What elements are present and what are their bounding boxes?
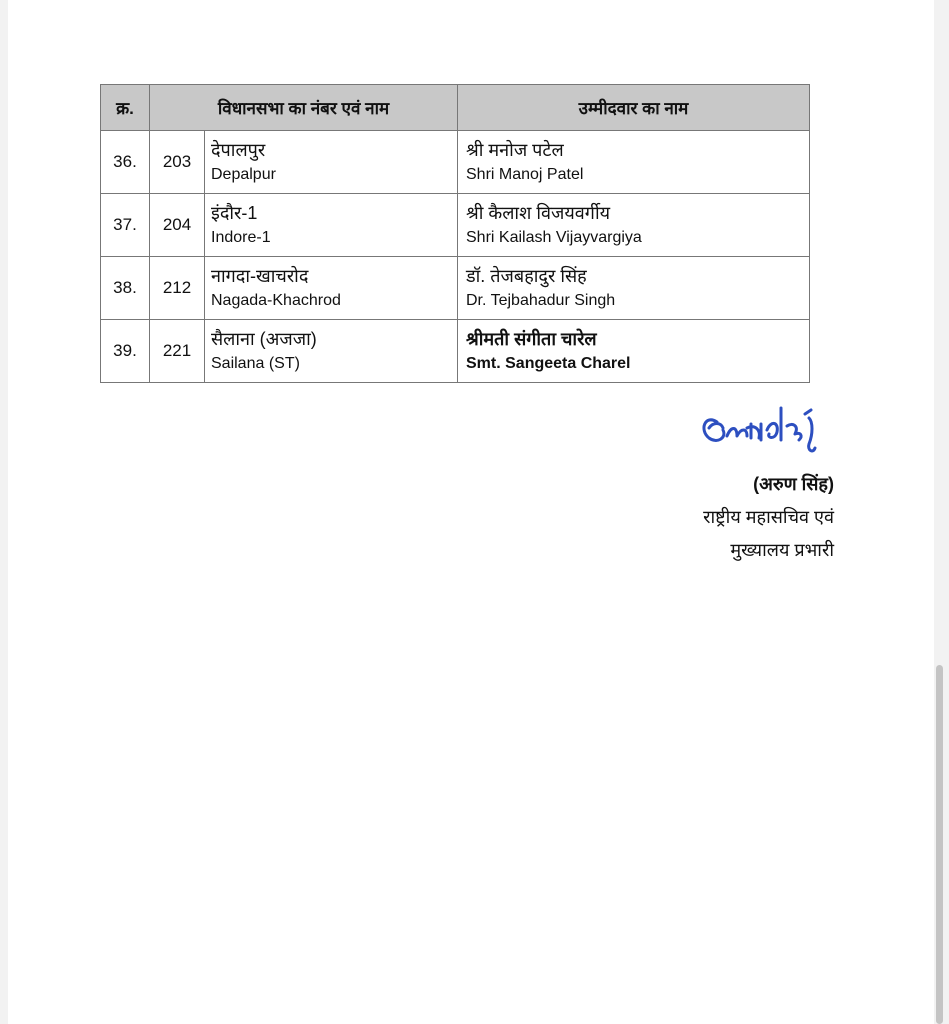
name-english: Indore-1 [211, 229, 271, 246]
constituency-name [205, 194, 458, 257]
serial-cell: 37. [101, 194, 150, 257]
candidate-name [458, 320, 810, 383]
name-hindi: नागदा-खाचरोद [211, 266, 309, 286]
candidate-name [458, 194, 810, 257]
candidate-name [458, 257, 810, 320]
name-english: Nagada-Khachrod [211, 292, 341, 309]
constituency-name [205, 257, 458, 320]
name-hindi: सैलाना (अजजा) [211, 329, 317, 349]
signatory-title-line2: मुख्यालय प्रभारी [730, 540, 834, 560]
constituency-number: 212 [150, 257, 205, 320]
signatory-block [703, 468, 834, 567]
signatory-name: (अरुण सिंह) [753, 474, 834, 494]
serial-cell: 38. [101, 257, 150, 320]
constituency-name [205, 131, 458, 194]
table-row [101, 320, 810, 383]
candidate-hindi: डॉ. तेजबहादुर सिंह [466, 266, 587, 286]
table-row [101, 131, 810, 194]
serial-cell: 36. [101, 131, 150, 194]
signatory-title-line1: राष्ट्रीय महासचिव एवं [703, 507, 834, 527]
candidate-name [458, 131, 810, 194]
name-english: Sailana (ST) [211, 355, 300, 372]
signature [697, 400, 837, 465]
header-candidate: उम्मीदवार का नाम [458, 85, 810, 131]
table-header [101, 85, 810, 131]
constituency-name [205, 320, 458, 383]
header-serial: क्र. [101, 85, 150, 131]
serial-cell: 39. [101, 320, 150, 383]
scrollbar-thumb[interactable] [936, 665, 943, 1024]
candidate-english: Smt. Sangeeta Charel [466, 355, 631, 372]
constituency-number: 204 [150, 194, 205, 257]
table-row [101, 194, 810, 257]
candidate-table [100, 84, 810, 383]
candidate-english: Shri Manoj Patel [466, 166, 584, 183]
candidate-hindi: श्री मनोज पटेल [466, 140, 564, 160]
candidate-english: Shri Kailash Vijayvargiya [466, 229, 642, 246]
name-english: Depalpur [211, 166, 276, 183]
constituency-number: 203 [150, 131, 205, 194]
name-hindi: इंदौर-1 [211, 203, 258, 223]
candidate-hindi: श्रीमती संगीता चारेल [466, 329, 597, 349]
header-constituency: विधानसभा का नंबर एवं नाम [150, 85, 458, 131]
name-hindi: देपालपुर [211, 140, 266, 160]
constituency-number: 221 [150, 320, 205, 383]
candidate-hindi: श्री कैलाश विजयवर्गीय [466, 203, 611, 223]
table-row [101, 257, 810, 320]
candidate-english: Dr. Tejbahadur Singh [466, 292, 616, 309]
